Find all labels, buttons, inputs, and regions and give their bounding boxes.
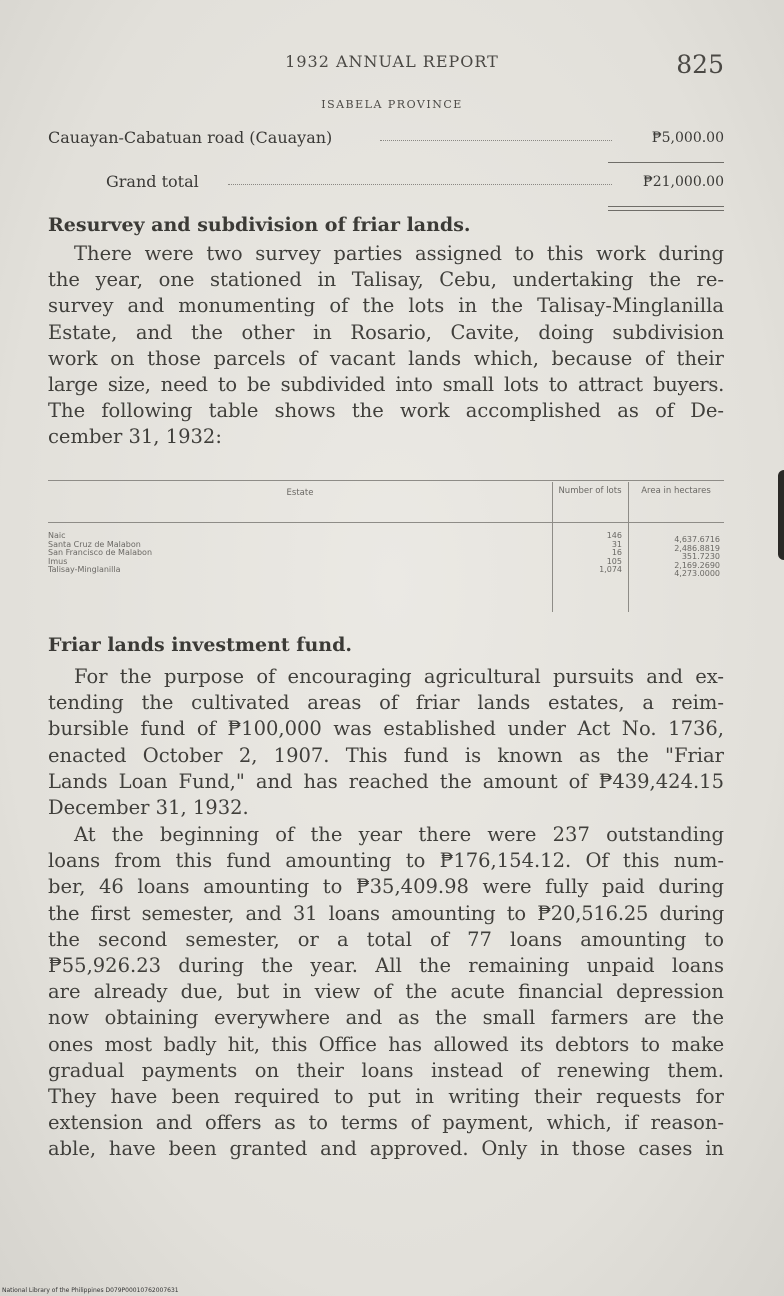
text-line: the year, one stationed in Talisay, Cebu, undertaking the re- [48, 268, 724, 292]
column-divider [628, 482, 629, 612]
text-line: For the purpose of encouraging agricultural pursuits and ex- [74, 665, 724, 688]
text-line: Estate, and the other in Rosario, Cavite, doing subdivision [48, 320, 724, 344]
grand-total-line [48, 172, 724, 194]
table-cell-area: 4,637.6716 [674, 535, 720, 544]
section-heading-fund: Friar lands investment fund. [48, 634, 352, 656]
table-cell-lots: 16 [611, 548, 622, 558]
text-line: the first semester, and 31 loans amounting to ₱20,516.25 during [48, 901, 724, 925]
text-line: bursible fund of ₱100,000 was established under Act No. 1736, [48, 717, 724, 741]
report-title: 1932 ANNUAL REPORT [285, 52, 499, 71]
text-line: work on those parcels of vacant lands which, because of their [48, 346, 724, 370]
table-cell-area: 2,486.8819 [674, 543, 720, 553]
text-line: December 31, 1932. [48, 796, 249, 820]
text-line: tending the cultivated areas of friar lands estates, a reim- [48, 691, 724, 715]
page-edge-tab [778, 470, 784, 560]
grand-total-label: Grand total [106, 172, 199, 191]
table-cell-estate: Talisay-Minglanilla [48, 565, 121, 575]
text-line: The following table shows the work accomplished as of De- [48, 399, 724, 423]
text-line: cember 31, 1932: [48, 425, 222, 449]
text-line: gradual payments on their loans instead of renewing them. [48, 1058, 724, 1082]
text-line: loans from this fund amounting to ₱176,154.12. Of this num- [48, 849, 724, 873]
page-header [0, 50, 784, 80]
table-cell-estate: Santa Cruz de Malabon [48, 539, 141, 549]
estate-work-table [48, 476, 724, 614]
table-cell-lots: 146 [606, 531, 622, 540]
text-line: are already due, but in view of the acute financial depression [48, 980, 724, 1004]
table-cell-lots: 31 [611, 539, 622, 549]
table-cell-area: 2,169.2690 [674, 560, 720, 570]
text-line: enacted October 2, 1907. This fund is known as the "Friar [48, 743, 724, 767]
text-line: Lands Loan Fund," and has reached the amount of ₱439,424.15 [48, 769, 724, 793]
header-area: Area in hectares [641, 486, 711, 496]
total-rule-2 [608, 210, 724, 211]
text-line: now obtaining everywhere and as the small farmers are the [48, 1006, 724, 1030]
dot-leader [380, 140, 612, 141]
table-cell-area: 4,273.0000 [674, 569, 720, 579]
text-line: ₱55,926.23 during the year. All the remaining unpaid loans [48, 954, 724, 978]
table-cell-estate: San Francisco de Malabon [48, 548, 153, 558]
header-lots: Number of lots [558, 486, 622, 496]
table-top-rule [48, 480, 724, 481]
text-line: able, have been granted and approved. Only in those cases in [48, 1137, 724, 1161]
section-heading-resurvey: Resurvey and subdivision of friar lands. [48, 214, 471, 236]
text-line: There were two survey parties assigned to this work during [74, 242, 724, 265]
page-number: 825 [676, 50, 724, 79]
text-line: large size, need to be subdivided into small lots to attract buyers. [48, 373, 724, 397]
road-label: Cauayan-Cabatuan road (Cauayan) [48, 128, 333, 147]
total-rule-1 [608, 206, 724, 207]
text-line: survey and monumenting of the lots in the Talisay-Minglanilla [48, 294, 724, 318]
table-header-rule [48, 522, 724, 523]
column-divider [552, 482, 553, 612]
scan-footer: National Library of the Philippines D079P00010762007631 [2, 1287, 179, 1294]
province-heading: ISABELA PROVINCE [321, 98, 463, 111]
subtotal-rule [608, 162, 724, 163]
dot-leader [228, 184, 612, 185]
text-line: They have been required to put in writing their requests for [48, 1085, 724, 1109]
table-cell-lots: 105 [606, 556, 622, 566]
text-line: ber, 46 loans amounting to ₱35,409.98 were fully paid during [48, 875, 724, 899]
table-cell-lots: 1,074 [599, 565, 622, 575]
road-line [48, 128, 724, 150]
header-estate: Estate [286, 488, 314, 498]
table-cell-estate: Naic [48, 531, 66, 540]
text-line: extension and offers as to terms of payment, which, if reason- [48, 1111, 724, 1135]
text-line: the second semester, or a total of 77 loans amounting to [48, 927, 724, 951]
table-cell-area: 351.7230 [681, 552, 720, 562]
fund-paragraph-1 [48, 664, 724, 821]
text-line: ones most badly hit, this Office has allowed its debtors to make [48, 1032, 724, 1056]
table-cell-estate: Imus [48, 556, 68, 566]
text-line: At the beginning of the year there were 237 outstanding [74, 823, 724, 846]
resurvey-paragraph [48, 241, 724, 451]
fund-paragraph-2 [48, 822, 724, 1163]
grand-total-amount: ₱21,000.00 [642, 174, 724, 190]
road-amount: ₱5,000.00 [651, 130, 724, 146]
